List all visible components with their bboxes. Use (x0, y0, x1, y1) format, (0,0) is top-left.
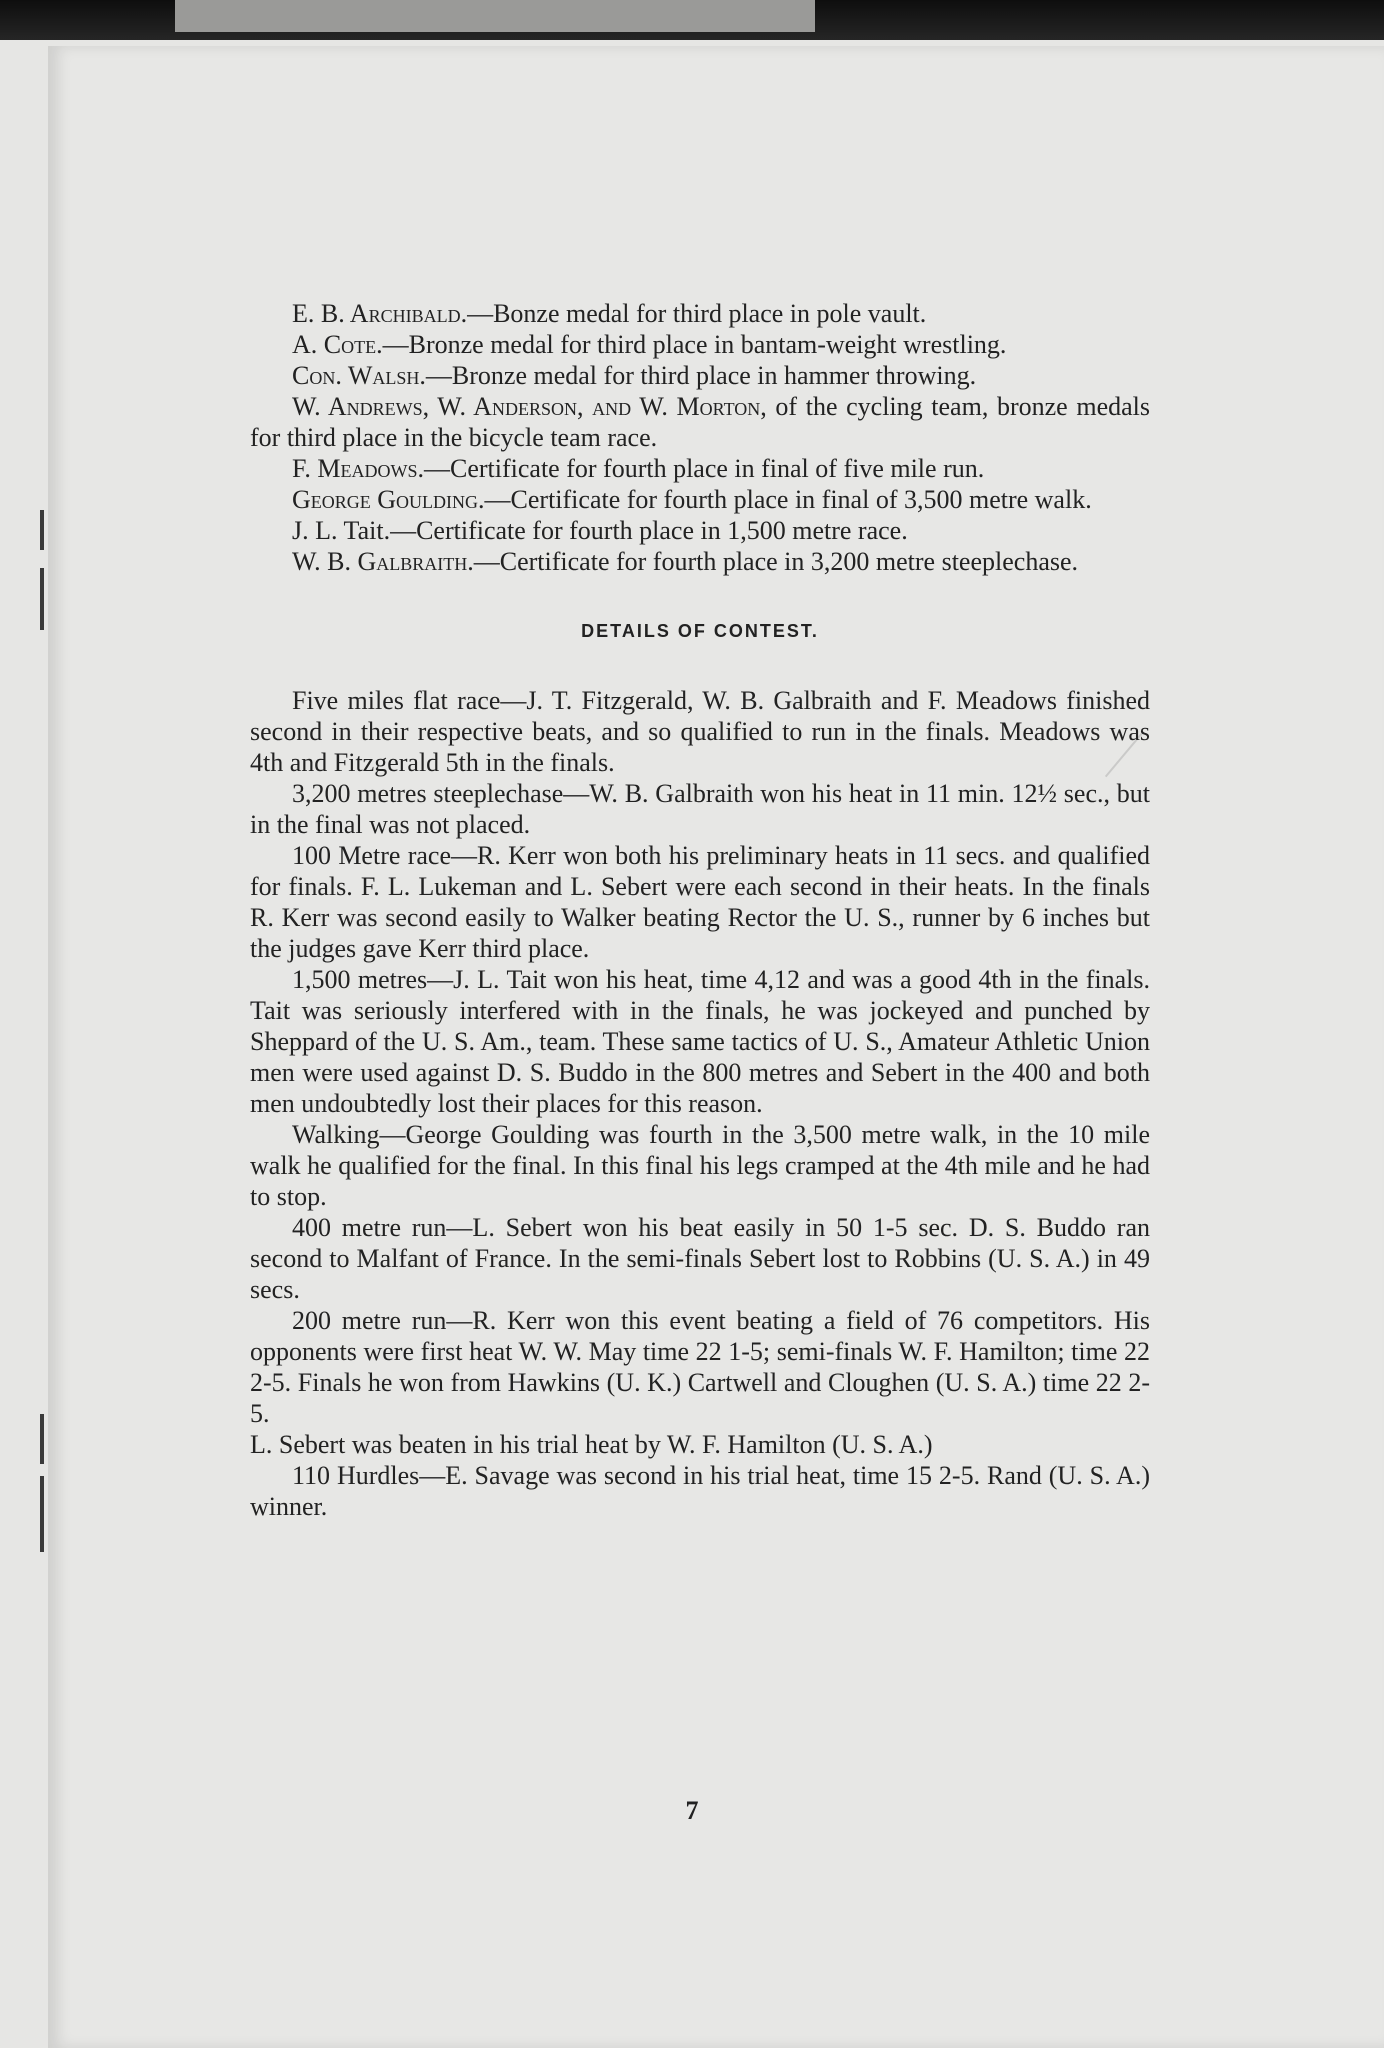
award-text: —Certificate for fourth place in final of five mile run. (424, 454, 985, 483)
detail-paragraph: 200 metre run—R. Kerr won this event beating a field of 76 competitors. His opponents were first heat W. W. May time 22 1-5; semi-finals W. F. Hamilton; time 22 2-5. Finals he won from Hawkins (U. K.) Cartwell and Cloughen (U. S. A.) time 22 2-5. (250, 1306, 1150, 1428)
binding-mark (40, 510, 44, 550)
award-entry (250, 391, 1150, 453)
detail-paragraph: 400 metre run—L. Sebert won his beat easily in 50 1-5 sec. D. S. Buddo ran second to Malfant of France. In the semi-finals Sebert lost to Robbins (U. S. A.) in 49 secs. (250, 1213, 1150, 1304)
award-name: F. Meadows. (292, 454, 424, 483)
award-entry (250, 546, 1150, 577)
award-entry (250, 329, 1150, 360)
award-text: —Certificate for fourth place in final of 3,500 metre walk. (484, 485, 1092, 514)
award-text: —Bonze medal for third place in pole vault. (467, 299, 927, 328)
detail-paragraph: 110 Hurdles—E. Savage was second in his trial heat, time 15 2-5. Rand (U. S. A.) winner. (250, 1461, 1150, 1521)
detail-paragraph: Five miles flat race—J. T. Fitzgerald, W. B. Galbraith and F. Meadows finished second in their respective beats, and so qualified to run in the finals. Meadows was 4th and Fitzgerald 5th in the finals. (250, 686, 1150, 777)
detail-paragraph: 3,200 metres steeplechase—W. B. Galbraith won his heat in 11 min. 12½ sec., but in the final was not placed. (250, 779, 1150, 839)
award-text: —Bronze medal for third place in bantam-weight wrestling. (382, 330, 1007, 359)
award-text: —Certificate for fourth place in 1,500 metre race. (390, 516, 908, 545)
binding-mark (40, 1476, 44, 1552)
page-number: 7 (685, 1796, 699, 1825)
award-name: W. B. Galbraith. (292, 547, 474, 576)
award-text: of the cycling team, bronze medals for third place in the bicycle team race. (250, 392, 1150, 452)
page-text (250, 298, 1150, 1522)
binding-mark (40, 1414, 44, 1464)
award-entry (250, 453, 1150, 484)
award-name: A. Cote. (292, 330, 383, 359)
award-entry (250, 298, 1150, 329)
award-entry (250, 360, 1150, 391)
award-text: —Certificate for fourth place in 3,200 metre steeplechase. (473, 547, 1079, 576)
detail-paragraph: L. Sebert was beaten in his trial heat by W. F. Hamilton (U. S. A.) (250, 1430, 933, 1459)
award-name: W. Andrews, W. Anderson, and W. Morton, (292, 392, 767, 421)
detail-paragraph: Walking—George Goulding was fourth in the 3,500 metre walk, in the 10 mile walk he qualified for the final. In this final his legs cramped at the 4th mile and he had to stop. (250, 1120, 1150, 1211)
scan-edge-previous-page (175, 0, 815, 32)
award-name: George Goulding. (292, 485, 485, 514)
section-heading: DETAILS OF CONTEST. (581, 621, 819, 641)
award-text: —Bronze medal for third place in hammer throwing. (425, 361, 977, 390)
award-entry (250, 515, 1150, 546)
binding-mark (40, 568, 44, 630)
award-name: Con. Walsh. (292, 361, 426, 390)
detail-paragraph: 1,500 metres—J. L. Tait won his heat, time 4,12 and was a good 4th in the finals. Tait was seriously interfered with in the finals, he was jockeyed and punched by Sheppard of the U. S. Am., team. These same tactics of U. S., Amateur Athletic Union men were used against D. S. Buddo in the 800 metres and Sebert in the 400 and both men undoubtedly lost their places for this reason. (250, 965, 1150, 1118)
award-name: J. L. Tait. (292, 516, 391, 545)
detail-paragraph: 100 Metre race—R. Kerr won both his preliminary heats in 11 secs. and qualified for finals. F. L. Lukeman and L. Sebert were each second in their heats. In the finals R. Kerr was second easily to Walker beating Rector the U. S., runner by 6 inches but the judges gave Kerr third place. (250, 841, 1150, 963)
award-entry (250, 484, 1150, 515)
award-name: E. B. Archibald. (292, 299, 468, 328)
document-page (0, 40, 1384, 2048)
